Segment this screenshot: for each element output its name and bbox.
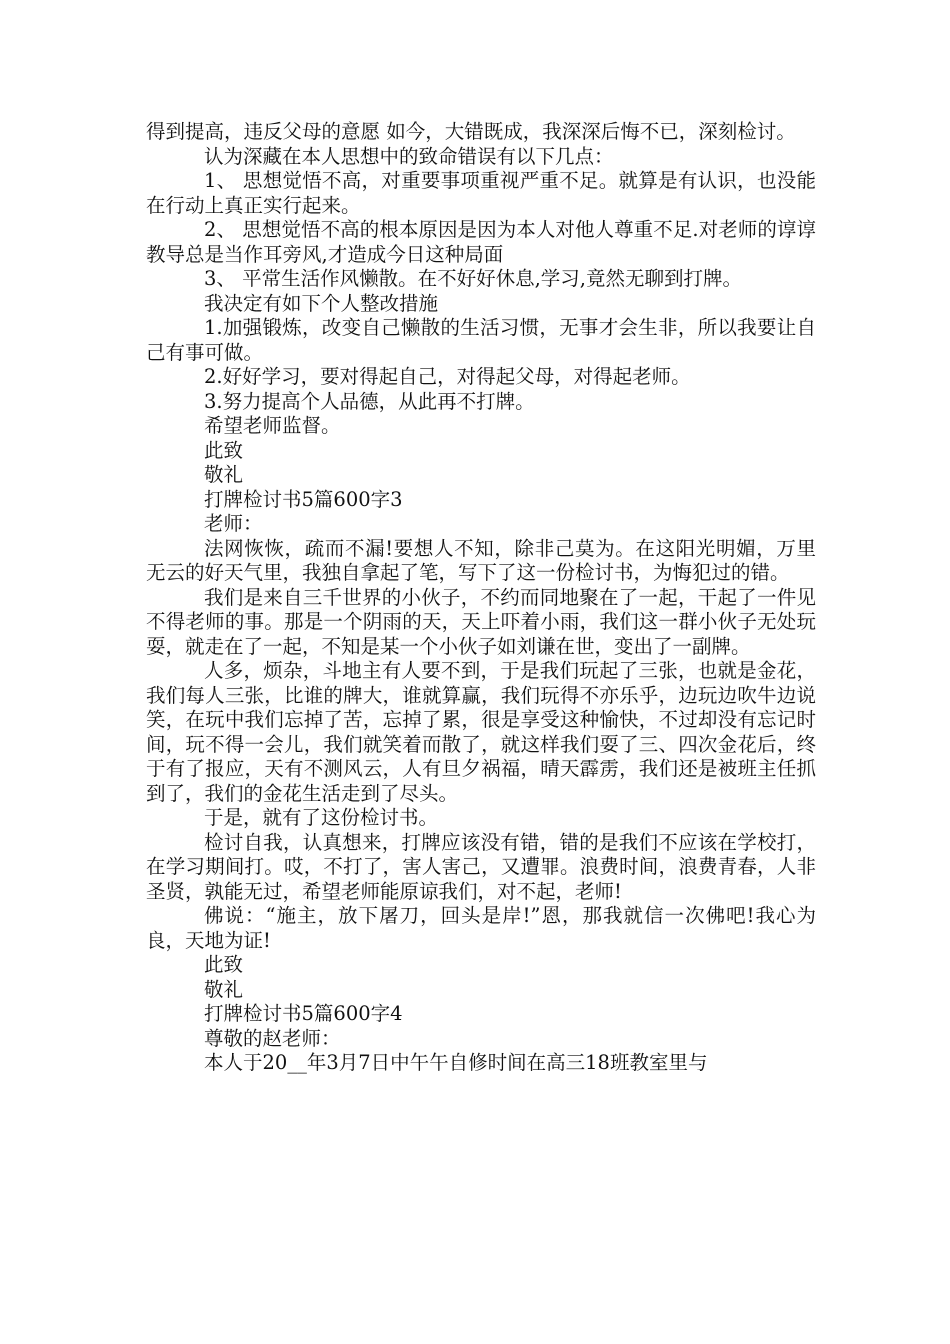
paragraph: 人多，烦杂，斗地主有人要不到，于是我们玩起了三张，也就是金花，我们每人三张，比谁的牌大，谁就算赢，我们玩得不亦乐乎，边玩边吹牛边说笑，在玩中我们忘掉了苦，忘掉了累，很是享受这种愉快，不过却没有忘记时间，玩不得一会儿，我们就笑着而散了，就这样我们耍了三、四次金花后，终于有了报应，天有不测风云，人有旦夕祸福，晴天霹雳，我们还是被班主任抓到了，我们的金花生活走到了尽头。 xyxy=(146,659,816,805)
paragraph: 此致 xyxy=(204,953,244,976)
paragraph: 2.好好学习，要对得起自己，对得起父母，对得起老师。 xyxy=(204,365,691,388)
paragraph: 得到提高，违反父母的意愿 如今，大错既成，我深深后悔不已，深刻检讨。 xyxy=(146,120,796,143)
paragraph: 佛说：“施主，放下屠刀，回头是岸!”恩，那我就信一次佛吧!我心为良，天地为证! xyxy=(146,904,816,952)
paragraph: 检讨自我，认真想来，打牌应该没有错，错的是我们不应该在学校打，在学习期间打。哎，不打了，害人害己，又遭罪。浪费时间，浪费青春，人非圣贤，孰能无过，希望老师能原谅我们，对不起，老师! xyxy=(146,830,816,903)
paragraph: 3、 平常生活作风懒散。在不好好休息,学习,竟然无聊到打牌。 xyxy=(204,267,743,290)
paragraph: 希望老师监督。 xyxy=(204,414,341,437)
paragraph: 法网恢恢，疏而不漏!要想人不知，除非己莫为。在这阳光明媚，万里无云的好天气里，我独自拿起了笔，写下了这一份检讨书，为悔犯过的错。 xyxy=(146,536,816,584)
paragraph: 本人于20__年3月7日中午午自修时间在高三18班教室里与 xyxy=(204,1051,708,1074)
paragraph: 打牌检讨书5篇600字3 xyxy=(204,487,403,511)
paragraph: 2、 思想觉悟不高的根本原因是因为本人对他人尊重不足.对老师的谆谆教导总是当作耳旁风,才造成今日这种局面 xyxy=(146,218,816,266)
paragraph: 我们是来自三千世界的小伙子，不约而同地聚在了一起，干起了一件见不得老师的事。那是一个阴雨的天，天上吓着小雨，我们这一群小伙子无处玩耍，就走在了一起，不知是某一个小伙子如刘谦在世，变出了一副牌。 xyxy=(146,585,816,658)
paragraph: 此致 xyxy=(204,438,244,462)
paragraph: 我决定有如下个人整改措施 xyxy=(204,291,439,315)
paragraph: 1.加强锻炼，改变自己懒散的生活习惯，无事才会生非，所以我要让自己有事可做。 xyxy=(146,316,816,364)
paragraph: 于是，就有了这份检讨书。 xyxy=(204,806,439,829)
paragraph: 敬礼 xyxy=(204,463,244,486)
paragraph: 老师： xyxy=(204,512,263,535)
paragraph: 尊敬的赵老师： xyxy=(204,1026,341,1050)
paragraph: 3.努力提高个人品德，从此再不打牌。 xyxy=(204,389,535,413)
paragraph: 打牌检讨书5篇600字4 xyxy=(204,1002,403,1025)
paragraph: 1、 思想觉悟不高，对重要事项重视严重不足。就算是有认识，也没能在行动上真正实行起来。 xyxy=(146,169,816,217)
paragraph: 敬礼 xyxy=(204,977,244,1001)
document-body xyxy=(146,120,816,1076)
paragraph: 认为深藏在本人思想中的致命错误有以下几点： xyxy=(204,144,614,168)
